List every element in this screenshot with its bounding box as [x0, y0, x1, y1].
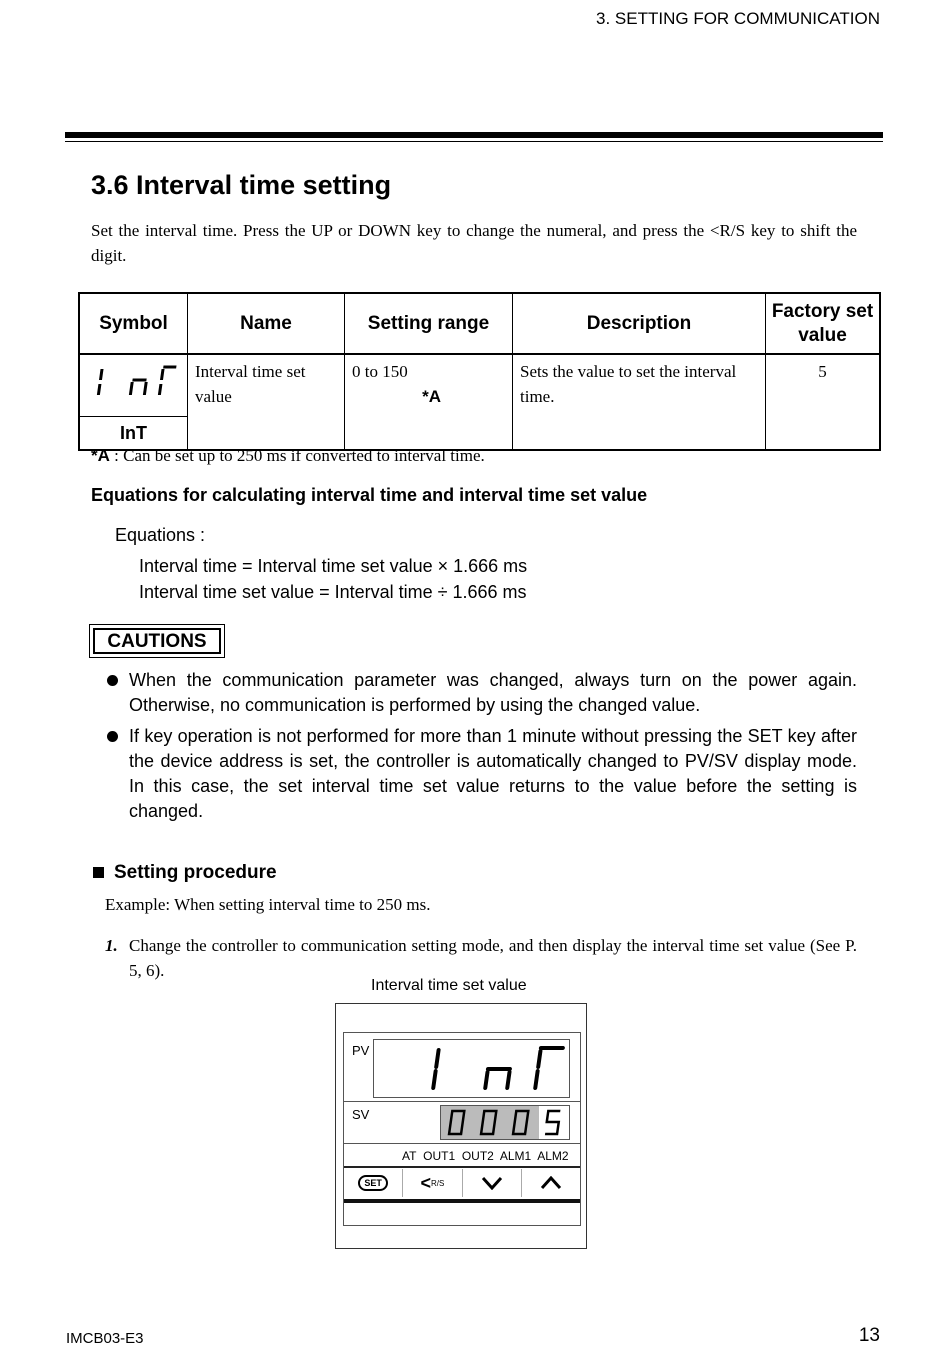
footnote-mark: *A [91, 446, 110, 465]
factory-cell: 5 [766, 354, 881, 450]
range-value: 0 to 150 [352, 362, 408, 381]
intro-paragraph: Set the interval time. Press the UP or DOWN key to change the numeral, and press the <R/S key to shift the digit. [91, 221, 857, 265]
equations-heading: Equations for calculating interval time and interval time set value [91, 485, 648, 505]
running-header: 3. SETTING FOR COMMUNICATION [596, 9, 880, 28]
section-title: 3.6 Interval time setting [91, 170, 392, 200]
lamp-alm2: ALM2 [537, 1149, 569, 1163]
up-key[interactable] [522, 1169, 580, 1197]
seven-segment-int-icon [80, 355, 185, 411]
col-name: Name [188, 293, 345, 354]
col-factory: Factory set value [766, 293, 881, 354]
panel-bottom-bar [344, 1199, 580, 1203]
down-key[interactable] [463, 1169, 522, 1197]
lamp-at: AT [402, 1149, 417, 1163]
caution-item [107, 668, 857, 718]
range-note: *A [422, 387, 441, 406]
figure-caption: Interval time set value [371, 977, 527, 994]
key-row [344, 1169, 580, 1197]
header-rule [65, 132, 883, 138]
lamp-labels [402, 1149, 569, 1163]
set-key[interactable] [344, 1169, 403, 1197]
table-header-row [79, 293, 880, 354]
left-arrow-icon: < [420, 1172, 431, 1193]
equation-2: Interval time set value = Interval time ÷ 1.666 ms [139, 582, 527, 602]
document-code: IMCB03-E3 [66, 1330, 144, 1347]
chevron-up-icon [540, 1176, 562, 1190]
rs-shift-key[interactable] [403, 1169, 462, 1197]
bullet-icon [107, 731, 118, 742]
cautions-box [89, 624, 225, 658]
pv-seven-segment [374, 1040, 569, 1097]
sv-display [440, 1105, 570, 1140]
range-cell [345, 354, 513, 450]
lamp-out2: OUT2 [461, 1149, 494, 1163]
step-text: Change the controller to communication setting mode, and then display the interval time set value (See P. 5, 6). [129, 936, 857, 980]
front-panel [343, 1032, 581, 1226]
parameter-table [78, 292, 881, 451]
footnote [91, 446, 485, 466]
symbol-label: InT [79, 417, 188, 451]
controller-diagram [335, 1003, 587, 1249]
caution-text: If key operation is not performed for more than 1 minute without pressing the SET key after the device address is set, the controller is automatically changed to PV/SV display mode. In this case, the set interval time set value returns to the value before the setting is changed. [129, 726, 857, 821]
set-key-label: SET [358, 1175, 388, 1191]
equations-label: Equations : [115, 525, 206, 545]
name-cell: Interval time set value [188, 354, 345, 450]
pv-label: PV [352, 1043, 370, 1058]
procedure-heading-text: Setting procedure [114, 862, 277, 883]
lamp-out1: OUT1 [423, 1149, 456, 1163]
table-row [79, 354, 880, 417]
pv-display [373, 1039, 570, 1098]
step-number: 1. [105, 936, 118, 955]
chevron-down-icon [481, 1176, 503, 1190]
sv-seven-segment [441, 1106, 569, 1139]
procedure-heading [93, 862, 277, 884]
header-rule-thin [65, 141, 883, 142]
rs-key-label: R/S [430, 1178, 445, 1188]
col-description: Description [513, 293, 766, 354]
square-bullet-icon [93, 867, 104, 878]
lamp-alm1: ALM1 [499, 1149, 532, 1163]
bullet-icon [107, 675, 118, 686]
footnote-text: : Can be set up to 250 ms if converted to interval time. [109, 446, 485, 465]
caution-text: When the communication parameter was changed, always turn on the power again. Otherwise, no communication is performed by using the changed value. [129, 670, 857, 715]
equation-1: Interval time = Interval time set value × 1.666 ms [139, 556, 528, 576]
procedure-example: Example: When setting interval time to 250 ms. [105, 895, 431, 914]
symbol-display [79, 354, 188, 417]
col-range: Setting range [345, 293, 513, 354]
col-symbol: Symbol [79, 293, 188, 354]
description-cell: Sets the value to set the interval time. [513, 354, 766, 450]
caution-item [107, 724, 857, 824]
cautions-title: CAUTIONS [93, 628, 221, 654]
procedure-step [105, 933, 857, 983]
page-number: 13 [858, 1325, 880, 1346]
sv-label: SV [352, 1107, 370, 1122]
